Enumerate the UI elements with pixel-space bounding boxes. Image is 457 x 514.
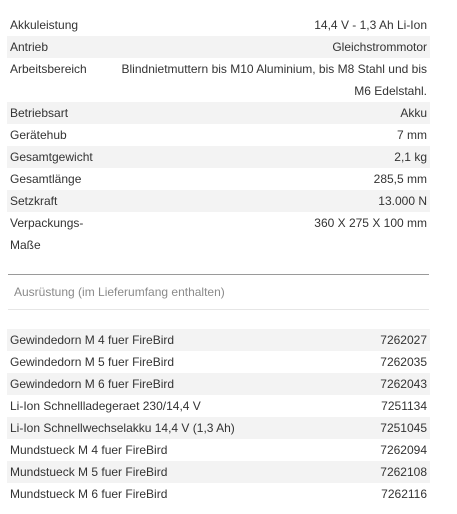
table-row bbox=[7, 439, 430, 461]
spec-table bbox=[7, 14, 430, 256]
spec-label: Gesamtlänge bbox=[10, 172, 82, 186]
spec-label: Betriebsart bbox=[7, 102, 105, 124]
spec-value: 285,5 mm bbox=[373, 172, 427, 186]
spec-label: Akkuleistung bbox=[10, 18, 79, 32]
spec-row bbox=[7, 102, 430, 124]
item-code: 7262094 bbox=[380, 443, 427, 457]
spec-row bbox=[7, 212, 430, 256]
item-name: Li-Ion Schnellladegeraet 230/14,4 V bbox=[10, 399, 201, 413]
table-row bbox=[7, 395, 430, 417]
item-code: 7262108 bbox=[344, 461, 430, 483]
table-row bbox=[7, 461, 430, 483]
spec-row bbox=[7, 14, 430, 36]
item-code: 7251045 bbox=[344, 417, 430, 439]
spec-row bbox=[7, 36, 430, 58]
spec-label: Gerätehub bbox=[10, 128, 67, 142]
spec-value: 2,1 kg bbox=[105, 146, 430, 168]
item-name: Li-Ion Schnellwechselakku 14,4 V (1,3 Ah) bbox=[7, 417, 344, 439]
table-row bbox=[7, 373, 430, 395]
spec-row bbox=[7, 58, 430, 102]
item-name: Gewindedorn M 6 fuer FireBird bbox=[7, 373, 344, 395]
item-code: 7262043 bbox=[344, 373, 430, 395]
spec-label: Antrieb bbox=[7, 36, 105, 58]
item-name: Mundstueck M 4 fuer FireBird bbox=[10, 443, 168, 457]
item-name: Gewindedorn M 5 fuer FireBird bbox=[10, 355, 175, 369]
table-row bbox=[7, 329, 430, 351]
spec-row bbox=[7, 168, 430, 190]
table-row bbox=[7, 417, 430, 439]
spec-row bbox=[7, 146, 430, 168]
spec-label: Setzkraft bbox=[7, 190, 105, 212]
item-name: Gewindedorn M 4 fuer FireBird bbox=[7, 329, 344, 351]
spec-label: Gesamtgewicht bbox=[7, 146, 105, 168]
spec-label: Verpackungs-Maße bbox=[10, 216, 84, 252]
spec-value: Gleichstrommotor bbox=[105, 36, 430, 58]
accessories-table bbox=[7, 329, 430, 505]
spec-row bbox=[7, 124, 430, 146]
item-code: 7262116 bbox=[381, 487, 427, 501]
spec-value: 13.000 N bbox=[105, 190, 430, 212]
spec-value: 7 mm bbox=[397, 128, 427, 142]
table-row bbox=[7, 351, 430, 373]
spec-value: Akku bbox=[105, 102, 430, 124]
item-code: 7262035 bbox=[380, 355, 427, 369]
item-name: Mundstueck M 5 fuer FireBird bbox=[7, 461, 344, 483]
item-name: Mundstueck M 6 fuer FireBird bbox=[10, 487, 168, 501]
spec-label: Arbeitsbereich bbox=[10, 62, 87, 76]
table-row bbox=[7, 483, 430, 505]
item-code: 7262027 bbox=[344, 329, 430, 351]
item-code: 7251134 bbox=[381, 399, 427, 413]
spec-value: 14,4 V - 1,3 Ah Li-Ion bbox=[314, 18, 427, 32]
spec-row bbox=[7, 190, 430, 212]
spec-value: Blindnietmuttern bis M10 Aluminium, bis M8 Stahl und bis M6 Edelstahl. bbox=[121, 62, 427, 98]
spec-value: 360 X 275 X 100 mm bbox=[314, 216, 427, 230]
section-title: Ausrüstung (im Lieferumfang enthalten) bbox=[14, 285, 225, 299]
accessories-section-header bbox=[8, 274, 429, 310]
